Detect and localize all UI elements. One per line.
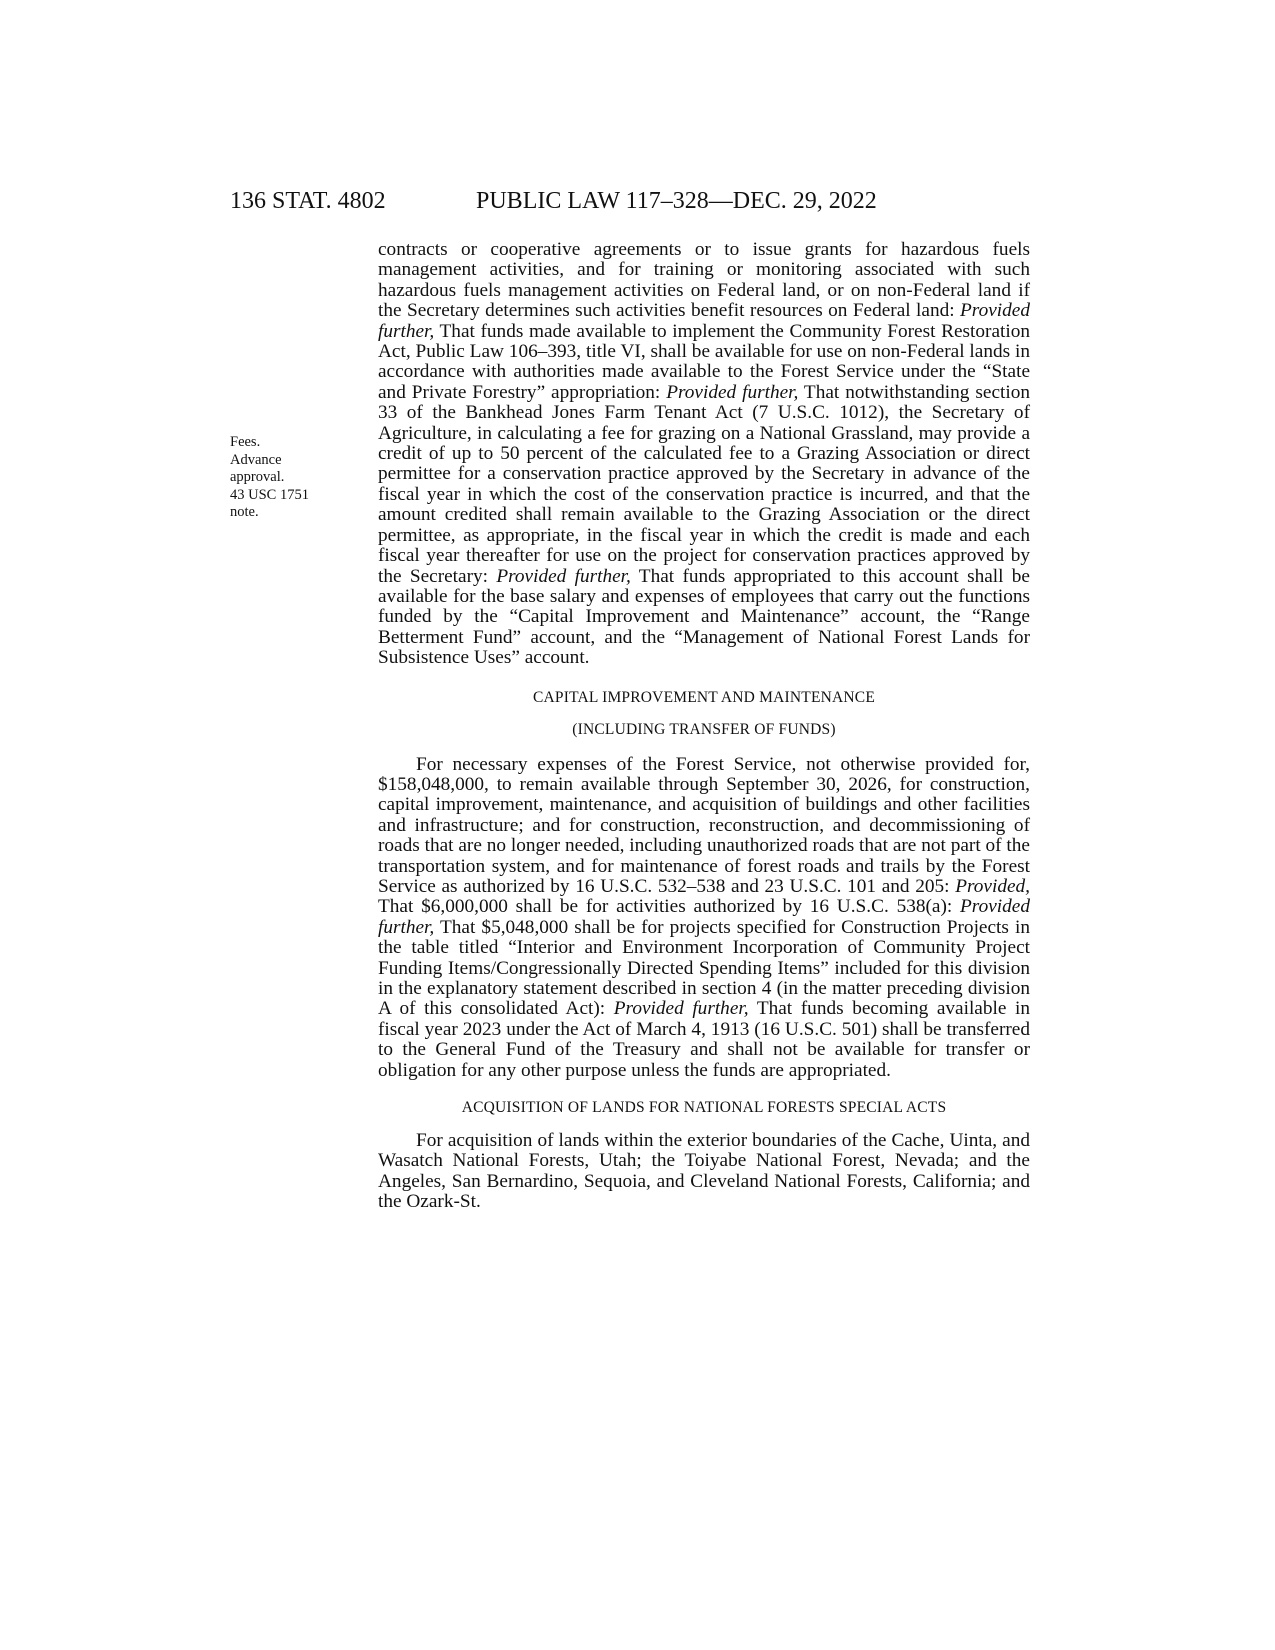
text-run: For acquisition of lands within the exterior boundaries of the Cache, Uinta, and Wasatch National Forests, Utah; the Toiyabe National Forest, Nevada; and the Angeles, San Bernardino, Sequoia, and Cleveland National Forests, California; and the Ozark-St. xyxy=(378,1130,1030,1213)
margin-note xyxy=(230,434,340,522)
proviso: Provided further, xyxy=(496,565,631,587)
proviso: Provided further, xyxy=(613,998,749,1020)
text-run: That $6,000,000 shall be for activities authorized by 16 U.S.C. 538(a): xyxy=(378,896,961,918)
text-run: contracts or cooperative agreements or to issue grants for hazardous fuels management activities, and for training or monitoring associated with such hazardous fuels management activities on Federal land, or on non-Federal land if the Secretary determines such activities benefit resources on Federal land: xyxy=(378,239,1030,322)
proviso: Provided further, xyxy=(378,300,1030,342)
text-run: That $5,048,000 shall be for projects specified for Construction Projects in the table titled “Interior and Environment Incorporation of Community Project Funding Items/Congressionally Directed Spending Items” included for this division in the explanatory statement described in section 4 (in the matter preceding division A of this consolidated Act): xyxy=(378,916,1030,1020)
text-run: That funds becoming available in fiscal year 2023 under the Act of March 4, 1913 (16 U.S.C. 501) shall be transferred to the General Fund of the Treasury and shall not be available for transfer or obligation for any other purpose unless the funds are appropriated. xyxy=(378,998,1031,1081)
continued-paragraph xyxy=(378,240,1030,669)
margin-note-line: approval. xyxy=(230,469,285,485)
statute-page-number: 136 STAT. 4802 xyxy=(230,188,386,214)
proviso: Provided further, xyxy=(666,381,799,403)
proviso: Provided, xyxy=(955,875,1030,897)
margin-note-line: Advance xyxy=(230,451,282,468)
text-run: For necessary expenses of the Forest Service, not otherwise provided for, $158,048,000, to remain available through September 30, 2026, for construction, capital improvement, maintenance, and acquisition of buildings and other facilities and infrastructure; and for construction, reconstruction, and decommissioning of roads that are no longer needed, including unauthorized roads that are not part of the transportation system, and for maintenance of forest roads and trails by the Forest Service as authorized by 16 U.S.C. 532–538 and 23 U.S.C. 101 and 205: xyxy=(378,753,1030,897)
page-header xyxy=(230,188,1030,218)
section-subheading: (INCLUDING TRANSFER OF FUNDS) xyxy=(572,720,836,738)
text-run: That notwithstanding section 33 of the Bankhead Jones Farm Tenant Act (7 U.S.C. 1012), the Secretary of Agriculture, in calculating a fee for grazing on a National Grassland, may provide a credit of up to 50 percent of the calculated fee to a Grazing Association or direct permittee for a conservation practice approved by the Secretary in advance of the fiscal year in which the cost of the conservation practice is incurred, and that the amount credited shall remain available to the Grazing Association or the direct permittee, as appropriate, in the fiscal year in which the credit is made and each fiscal year thereafter for use on the project for conservation practices approved by the Secretary: xyxy=(378,381,1030,587)
margin-note-line: 43 USC 1751 xyxy=(230,486,309,503)
section-heading: CAPITAL IMPROVEMENT AND MAINTENANCE xyxy=(532,688,876,706)
text-run: That funds appropriated to this account shall be available for the base salary and expenses of employees that carry out the functions funded by the “Capital Improvement and Maintenance” account, the “Range Betterment Fund” account, and the “Management of National Forest Lands for Subsistence Uses” account. xyxy=(378,565,1030,669)
section-heading: ACQUISITION OF LANDS FOR NATIONAL FORESTS SPECIAL ACTS xyxy=(461,1099,947,1117)
margin-note-line: Fees. xyxy=(230,434,261,450)
appropriation-paragraph xyxy=(378,1131,1030,1213)
margin-note-line: note. xyxy=(230,504,259,520)
appropriation-paragraph xyxy=(378,755,1030,1082)
body-text-column xyxy=(378,240,1030,1213)
text-run: That funds made available to implement the Community Forest Restoration Act, Public Law 106–393, title VI, shall be available for use on non-Federal lands in accordance with authorities made available to the Forest Service under the “State and Private Forestry” appropriation: xyxy=(378,320,1030,403)
public-law-citation: PUBLIC LAW 117–328—DEC. 29, 2022 xyxy=(476,188,877,214)
proviso: Provided further, xyxy=(378,896,1030,938)
